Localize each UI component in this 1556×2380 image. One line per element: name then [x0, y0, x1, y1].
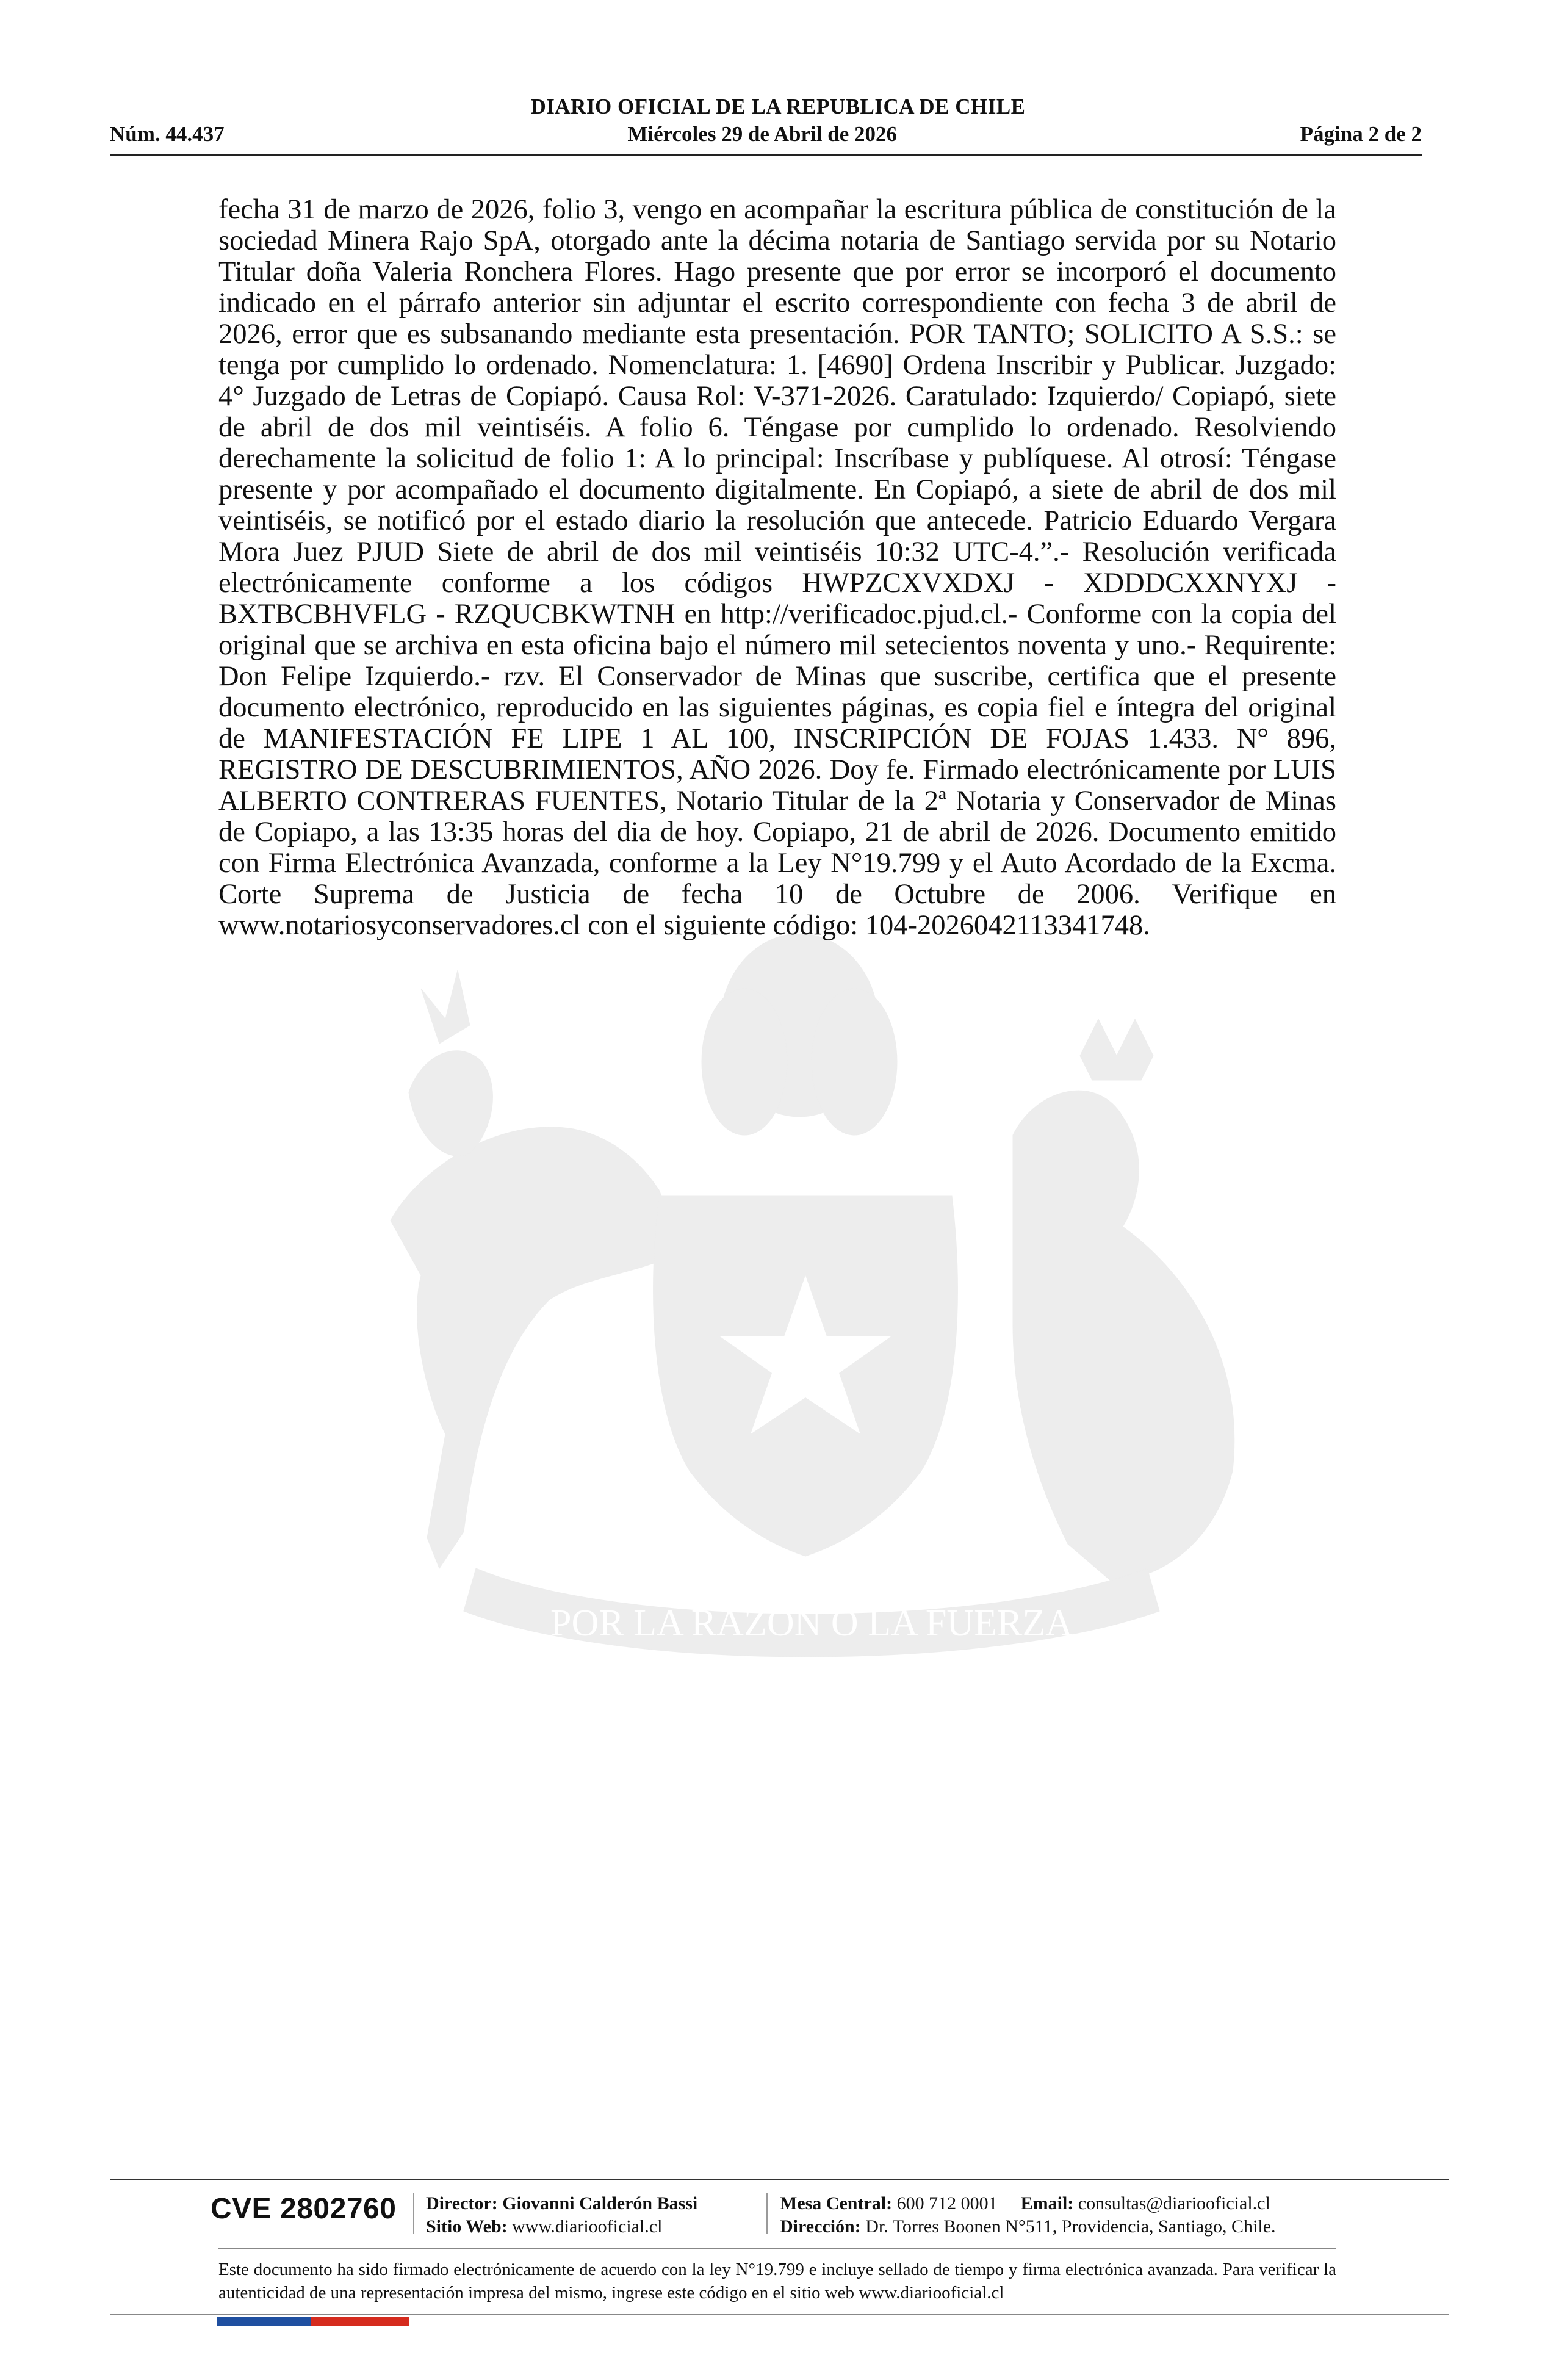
cve-code: CVE 2802760	[211, 2193, 397, 2225]
watermark-motto: POR LA RAZON O LA FUERZA	[550, 1603, 1073, 1644]
footer-separator	[766, 2193, 768, 2234]
site-label: Sitio Web:	[426, 2216, 508, 2237]
footer-separator	[413, 2193, 414, 2234]
site-value[interactable]: www.diariooficial.cl	[512, 2216, 663, 2237]
footer-divider-bottom	[110, 2314, 1449, 2315]
footer-signature-note: Este documento ha sido firmado electrónicamente de acuerdo con la ley N°19.799 e incluye sellado de tiempo y firma electrónica avanzada. Para verificar la autenticidad de una representación impresa del mismo, ingrese este código en el sitio web www.diariooficial.cl	[218, 2260, 1336, 2302]
director-label: Director:	[426, 2193, 498, 2213]
issue-date: Miércoles 29 de Abril de 2026	[627, 122, 897, 146]
email-value[interactable]: consultas@diariooficial.cl	[1078, 2193, 1270, 2213]
footer-divider-mid	[218, 2248, 1336, 2249]
mesa-value: 600 712 0001	[896, 2193, 998, 2213]
chilean-coat-of-arms-icon	[317, 934, 1306, 1703]
issue-number: Núm. 44.437	[110, 122, 225, 146]
header-title: DIARIO OFICIAL DE LA REPUBLICA DE CHILE	[530, 95, 1026, 118]
document-body: fecha 31 de marzo de 2026, folio 3, vengo en acompañar la escritura pública de constitución de la sociedad Minera Rajo SpA, otorgado ante la décima notaria de Santiago servida por su Notario Titular doña Valeria Ronchera Flores. Hago presente que por error se incorporó el documento indicado en el párrafo anterior sin adjuntar el escrito correspondiente con fecha 3 de abril de 2026, error que es subsanando mediante esta presentación. POR TANTO; SOLICITO A S.S.: se tenga por cumplido lo ordenado. Nomenclatura: 1. [4690] Ordena Inscribir y Publicar. Juzgado: 4° Juzgado de Letras de Copiapó. Causa Rol: V-371-2026. Caratulado: Izquierdo/ Copiapó, siete de abril de dos mil veintiséis. A folio 6. Téngase por cumplido lo ordenado. Resolviendo derechamente la solicitud de folio 1: A lo principal: Inscríbase y publíquese. Al otrosí: Téngase presente y por acompañado el documento digitalmente. En Copiapó, a siete de abril de dos mil veintiséis, se notificó por el estado diario la resolución que antecede. Patricio Eduardo Vergara Mora Juez PJUD Siete de abril de dos mil veintiséis 10:32 UTC-4.”.- Resolución verificada electrónicamente conforme a los códigos HWPZCXVXDXJ - XDDDCXXNYXJ - BXTBCBHVFLG - RZQUCBKWTNH en http://verificadoc.pjud.cl.- Conforme con la copia del original que se archiva en esta oficina bajo el número mil setecientos noventa y uno.- Requirente: Don Felipe Izquierdo.- rzv. El Conservador de Minas que suscribe, certifica que el presente documento electrónico, reproducido en las siguientes páginas, es copia fiel e íntegra del original de MANIFESTACIÓN FE LIPE 1 AL 100, INSCRIPCIÓN DE FOJAS 1.433. N° 896, REGISTRO DE DESCUBRIMIENTOS, AÑO 2026. Doy fe. Firmado electrónicamente por LUIS ALBERTO CONTRERAS FUENTES, Notario Titular de la 2ª Notaria y Conservador de Minas de Copiapo, a las 13:35 horas del dia de hoy. Copiapo, 21 de abril de 2026. Documento emitido con Firma Electrónica Avanzada, conforme a la Ley N°19.799 y el Auto Acordado de la Excma. Corte Suprema de Justicia de fecha 10 de Octubre de 2006. Verifique en www.notariosyconservadores.cl con el siguiente código: 104-2026042113341748.	[218, 194, 1336, 941]
director-value: Giovanni Calderón Bassi	[502, 2193, 698, 2213]
address-value: Dr. Torres Boonen N°511, Providencia, Santiago, Chile.	[865, 2216, 1276, 2237]
email-label: Email:	[1020, 2193, 1074, 2213]
header-row	[110, 122, 1422, 146]
address-label: Dirección:	[780, 2216, 861, 2237]
footer-contact-block	[780, 2192, 1276, 2238]
header-divider	[110, 154, 1422, 156]
flag-bar-red	[311, 2317, 409, 2326]
mesa-label: Mesa Central:	[780, 2193, 893, 2213]
footer-director-block	[426, 2192, 697, 2238]
flag-color-bar	[217, 2317, 409, 2326]
flag-bar-blue	[217, 2317, 311, 2326]
page-number: Página 2 de 2	[1300, 122, 1422, 146]
footer-divider-top	[110, 2179, 1449, 2180]
